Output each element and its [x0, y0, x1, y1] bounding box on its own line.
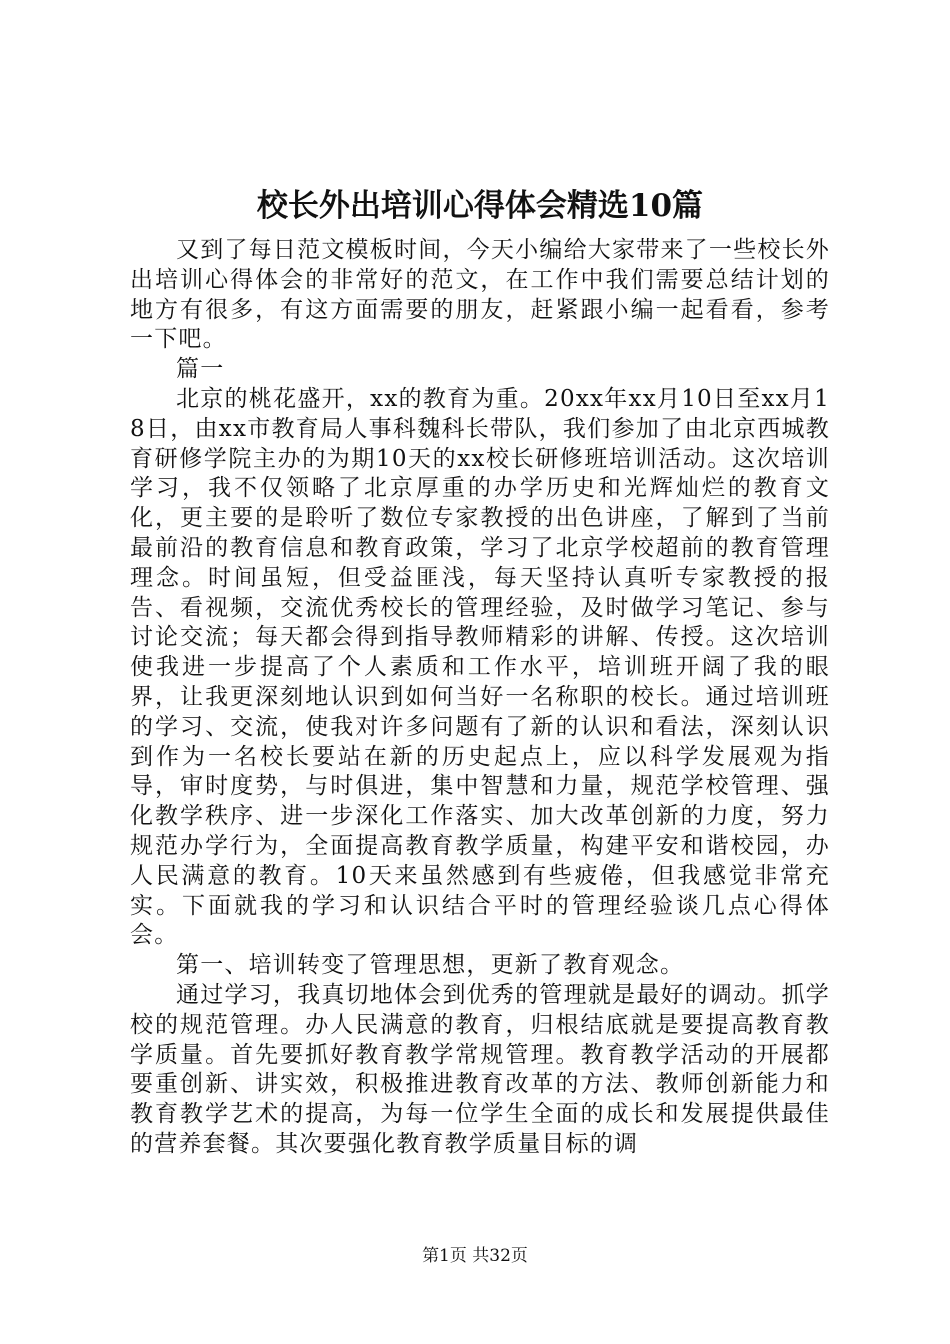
body-paragraph: 北京的桃花盛开，xx的教育为重。20xx年xx月10日至xx月18日，由xx市教育局人事科魏科长带队，我们参加了由北京西城教育研修学院主办的为期10天的xx校长研修班培训活动。这次培训学习，我不仅领略了北京厚重的办学历史和光辉灿烂的教育文化，更主要的是聆听了数位专家教授的出色讲座，了解到了当前最前沿的教育信息和教育政策，学习了北京学校超前的教育管理理念。时间虽短，但受益匪浅，每天坚持认真听专家教授的报告、看视频，交流优秀校长的管理经验，及时做学习笔记、参与讨论交流；每天都会得到指导教师精彩的讲解、传授。这次培训使我进一步提高了个人素质和工作水平，培训班开阔了我的眼界，让我更深刻地认识到如何当好一名称职的校长。通过培训班的学习、交流，使我对许多问题有了新的认识和看法，深刻认识到作为一名校长要站在新的历史起点上，应以科学发展观为指导，审时度势，与时俱进，集中智慧和力量，规范学校管理、强化教学秩序、进一步深化工作落实、加大改革创新的力度，努力规范办学行为，全面提高教育教学质量，构建平安和谐校园，办人民满意的教育。10天来虽然感到有些疲倦，但我感觉非常充实。下面就我的学习和认识结合平时的管理经验谈几点心得体会。	[130, 385, 830, 949]
document-title: 校长外出培训心得体会精选10篇	[256, 188, 704, 224]
section-heading: 篇一	[176, 356, 225, 383]
page-footer: 第1页 共32页	[422, 1246, 528, 1266]
body-paragraph: 通过学习，我真切地体会到优秀的管理就是最好的调动。抓学校的规范管理。办人民满意的教育，归根结底就是要提高教育教学质量。首先要抓好教育教学常规管理。教育教学活动的开展都要重创新、讲实效，积极推进教育改革的方法、教师创新能力和教育教学艺术的提高，为每一位学生全面的成长和发展提供最佳的营养套餐。其次要强化教育教学质量目标的调	[130, 981, 830, 1157]
document-body	[130, 236, 830, 1160]
intro-paragraph: 又到了每日范文模板时间，今天小编给大家带来了一些校长外出培训心得体会的非常好的范文，在工作中我们需要总结计划的地方有很多，有这方面需要的朋友，赶紧跟小编一起看看，参考一下吧。	[130, 237, 830, 353]
point-heading: 第一、培训转变了管理思想，更新了教育观念。	[176, 952, 685, 979]
